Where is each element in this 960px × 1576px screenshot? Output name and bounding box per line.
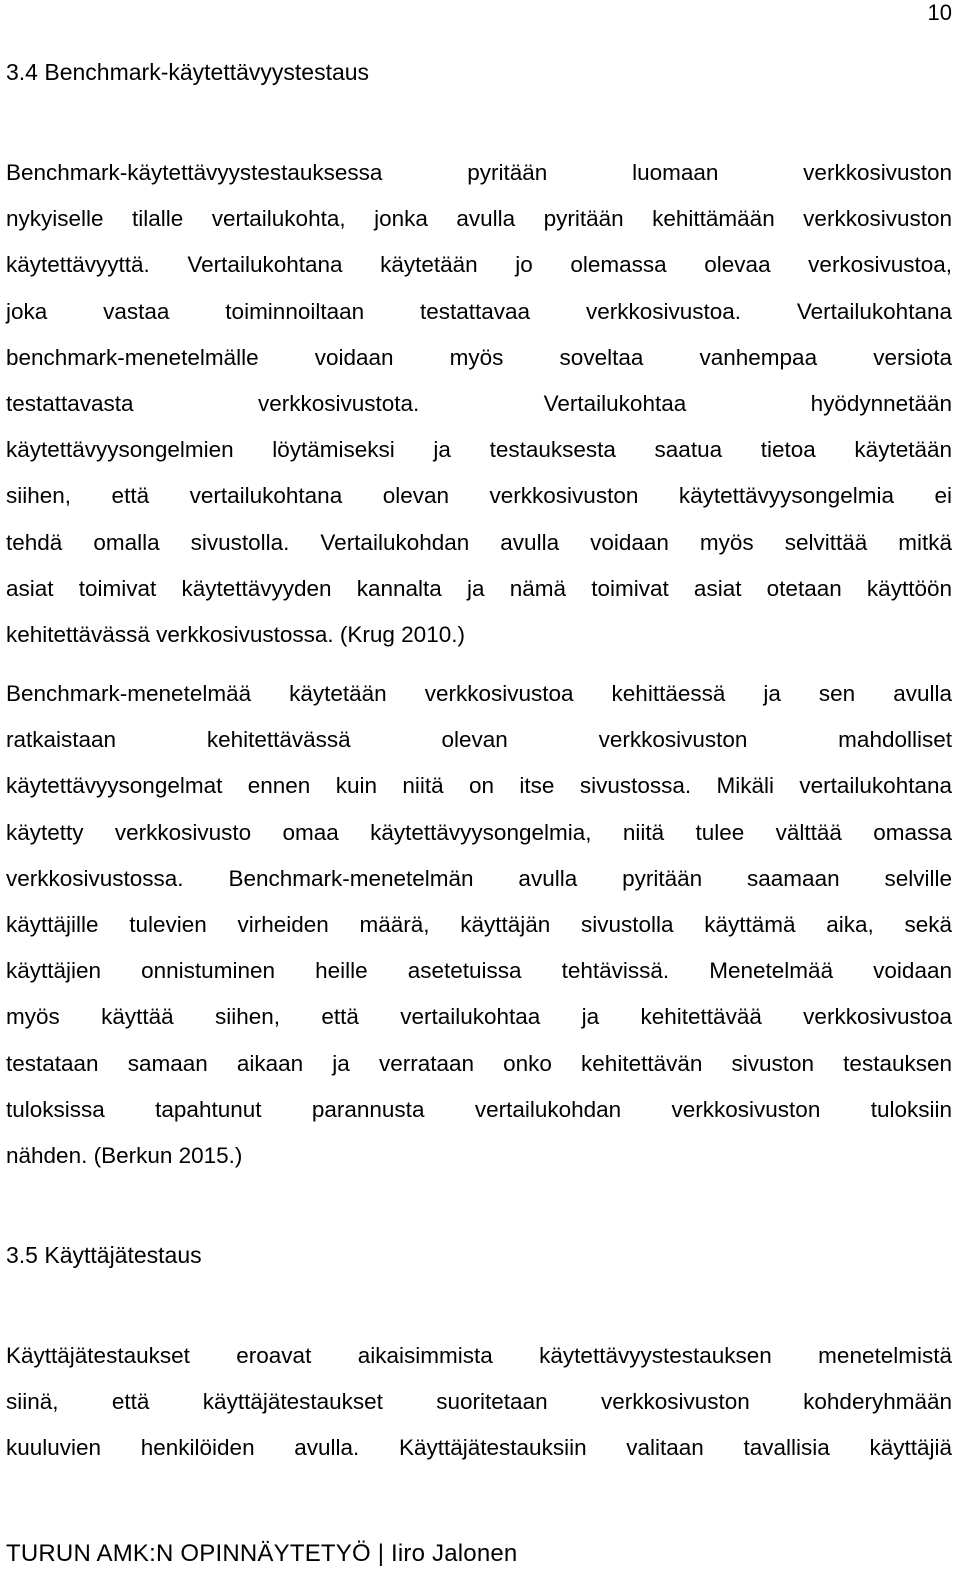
- text-line: joka vastaa toiminnoiltaan testattavaa verkkosivustoa. Vertailukohtana: [6, 298, 952, 324]
- paragraph-benchmark-2: [6, 671, 952, 1179]
- text-line: käytetty verkkosivusto omaa käytettävyysongelmia, niitä tulee välttää omassa: [6, 819, 952, 845]
- section-heading-benchmark: 3.4 Benchmark-käytettävyystestaus: [6, 59, 370, 85]
- text-line: tuloksissa tapahtunut parannusta vertailukohdan verkkosivuston tuloksiin: [6, 1096, 952, 1122]
- text-line: benchmark-menetelmälle voidaan myös soveltaa vanhempaa versiota: [6, 344, 952, 370]
- page-number: 10: [927, 0, 952, 25]
- text-line: nykyiselle tilalle vertailukohta, jonka avulla pyritään kehittämään verkkosivuston: [6, 206, 952, 232]
- text-line: siihen, että vertailukohtana olevan verkkosivuston käytettävyysongelmia ei: [6, 483, 952, 509]
- text-line: nähden. (Berkun 2015.): [6, 1143, 243, 1169]
- text-line: ratkaistaan kehitettävässä olevan verkkosivuston mahdolliset: [6, 727, 952, 753]
- text-line: testataan samaan aikaan ja verrataan onko kehitettävän sivuston testauksen: [6, 1050, 952, 1076]
- text-line: käyttäjien onnistuminen heille asetetuissa tehtävissä. Menetelmää voidaan: [6, 958, 952, 984]
- paragraph-benchmark-1: [6, 150, 952, 658]
- paragraph-user-testing-1: [6, 1333, 952, 1472]
- text-line: Benchmark-menetelmää käytetään verkkosivustoa kehittäessä ja sen avulla: [6, 681, 952, 706]
- page-footer: TURUN AMK:N OPINNÄYTETYÖ | Iiro Jalonen: [6, 1540, 518, 1567]
- text-line: käyttäjille tulevien virheiden määrä, käyttäjän sivustolla käyttämä aika, sekä: [6, 912, 952, 938]
- text-line: siinä, että käyttäjätestaukset suoritetaan verkkosivuston kohderyhmään: [6, 1389, 952, 1415]
- text-line: tehdä omalla sivustolla. Vertailukohdan avulla voidaan myös selvittää mitkä: [6, 529, 952, 555]
- section-heading-user-testing: 3.5 Käyttäjätestaus: [6, 1242, 202, 1268]
- text-line: käytettävyyttä. Vertailukohtana käytetään jo olemassa olevaa verkosivustoa,: [6, 252, 952, 278]
- text-line: verkkosivustossa. Benchmark-menetelmän avulla pyritään saamaan selville: [6, 865, 952, 891]
- text-line: kuuluvien henkilöiden avulla. Käyttäjätestauksiin valitaan tavallisia käyttäjiä: [6, 1435, 952, 1461]
- text-line: käytettävyysongelmien löytämiseksi ja testauksesta saatua tietoa käytetään: [6, 437, 952, 463]
- text-line: Benchmark-käytettävyystestauksessa pyritään luomaan verkkosivuston: [6, 160, 952, 185]
- text-line: käytettävyysongelmat ennen kuin niitä on itse sivustossa. Mikäli vertailukohtana: [6, 773, 952, 799]
- text-line: testattavasta verkkosivustota. Vertailukohtaa hyödynnetään: [6, 391, 952, 417]
- text-line: myös käyttää siihen, että vertailukohtaa ja kehitettävää verkkosivustoa: [6, 1004, 952, 1030]
- text-line: kehitettävässä verkkosivustossa. (Krug 2010.): [6, 622, 465, 648]
- text-line: Käyttäjätestaukset eroavat aikaisimmista käytettävyystestauksen menetelmistä: [6, 1343, 952, 1368]
- text-line: asiat toimivat käytettävyyden kannalta ja nämä toimivat asiat otetaan käyttöön: [6, 575, 952, 601]
